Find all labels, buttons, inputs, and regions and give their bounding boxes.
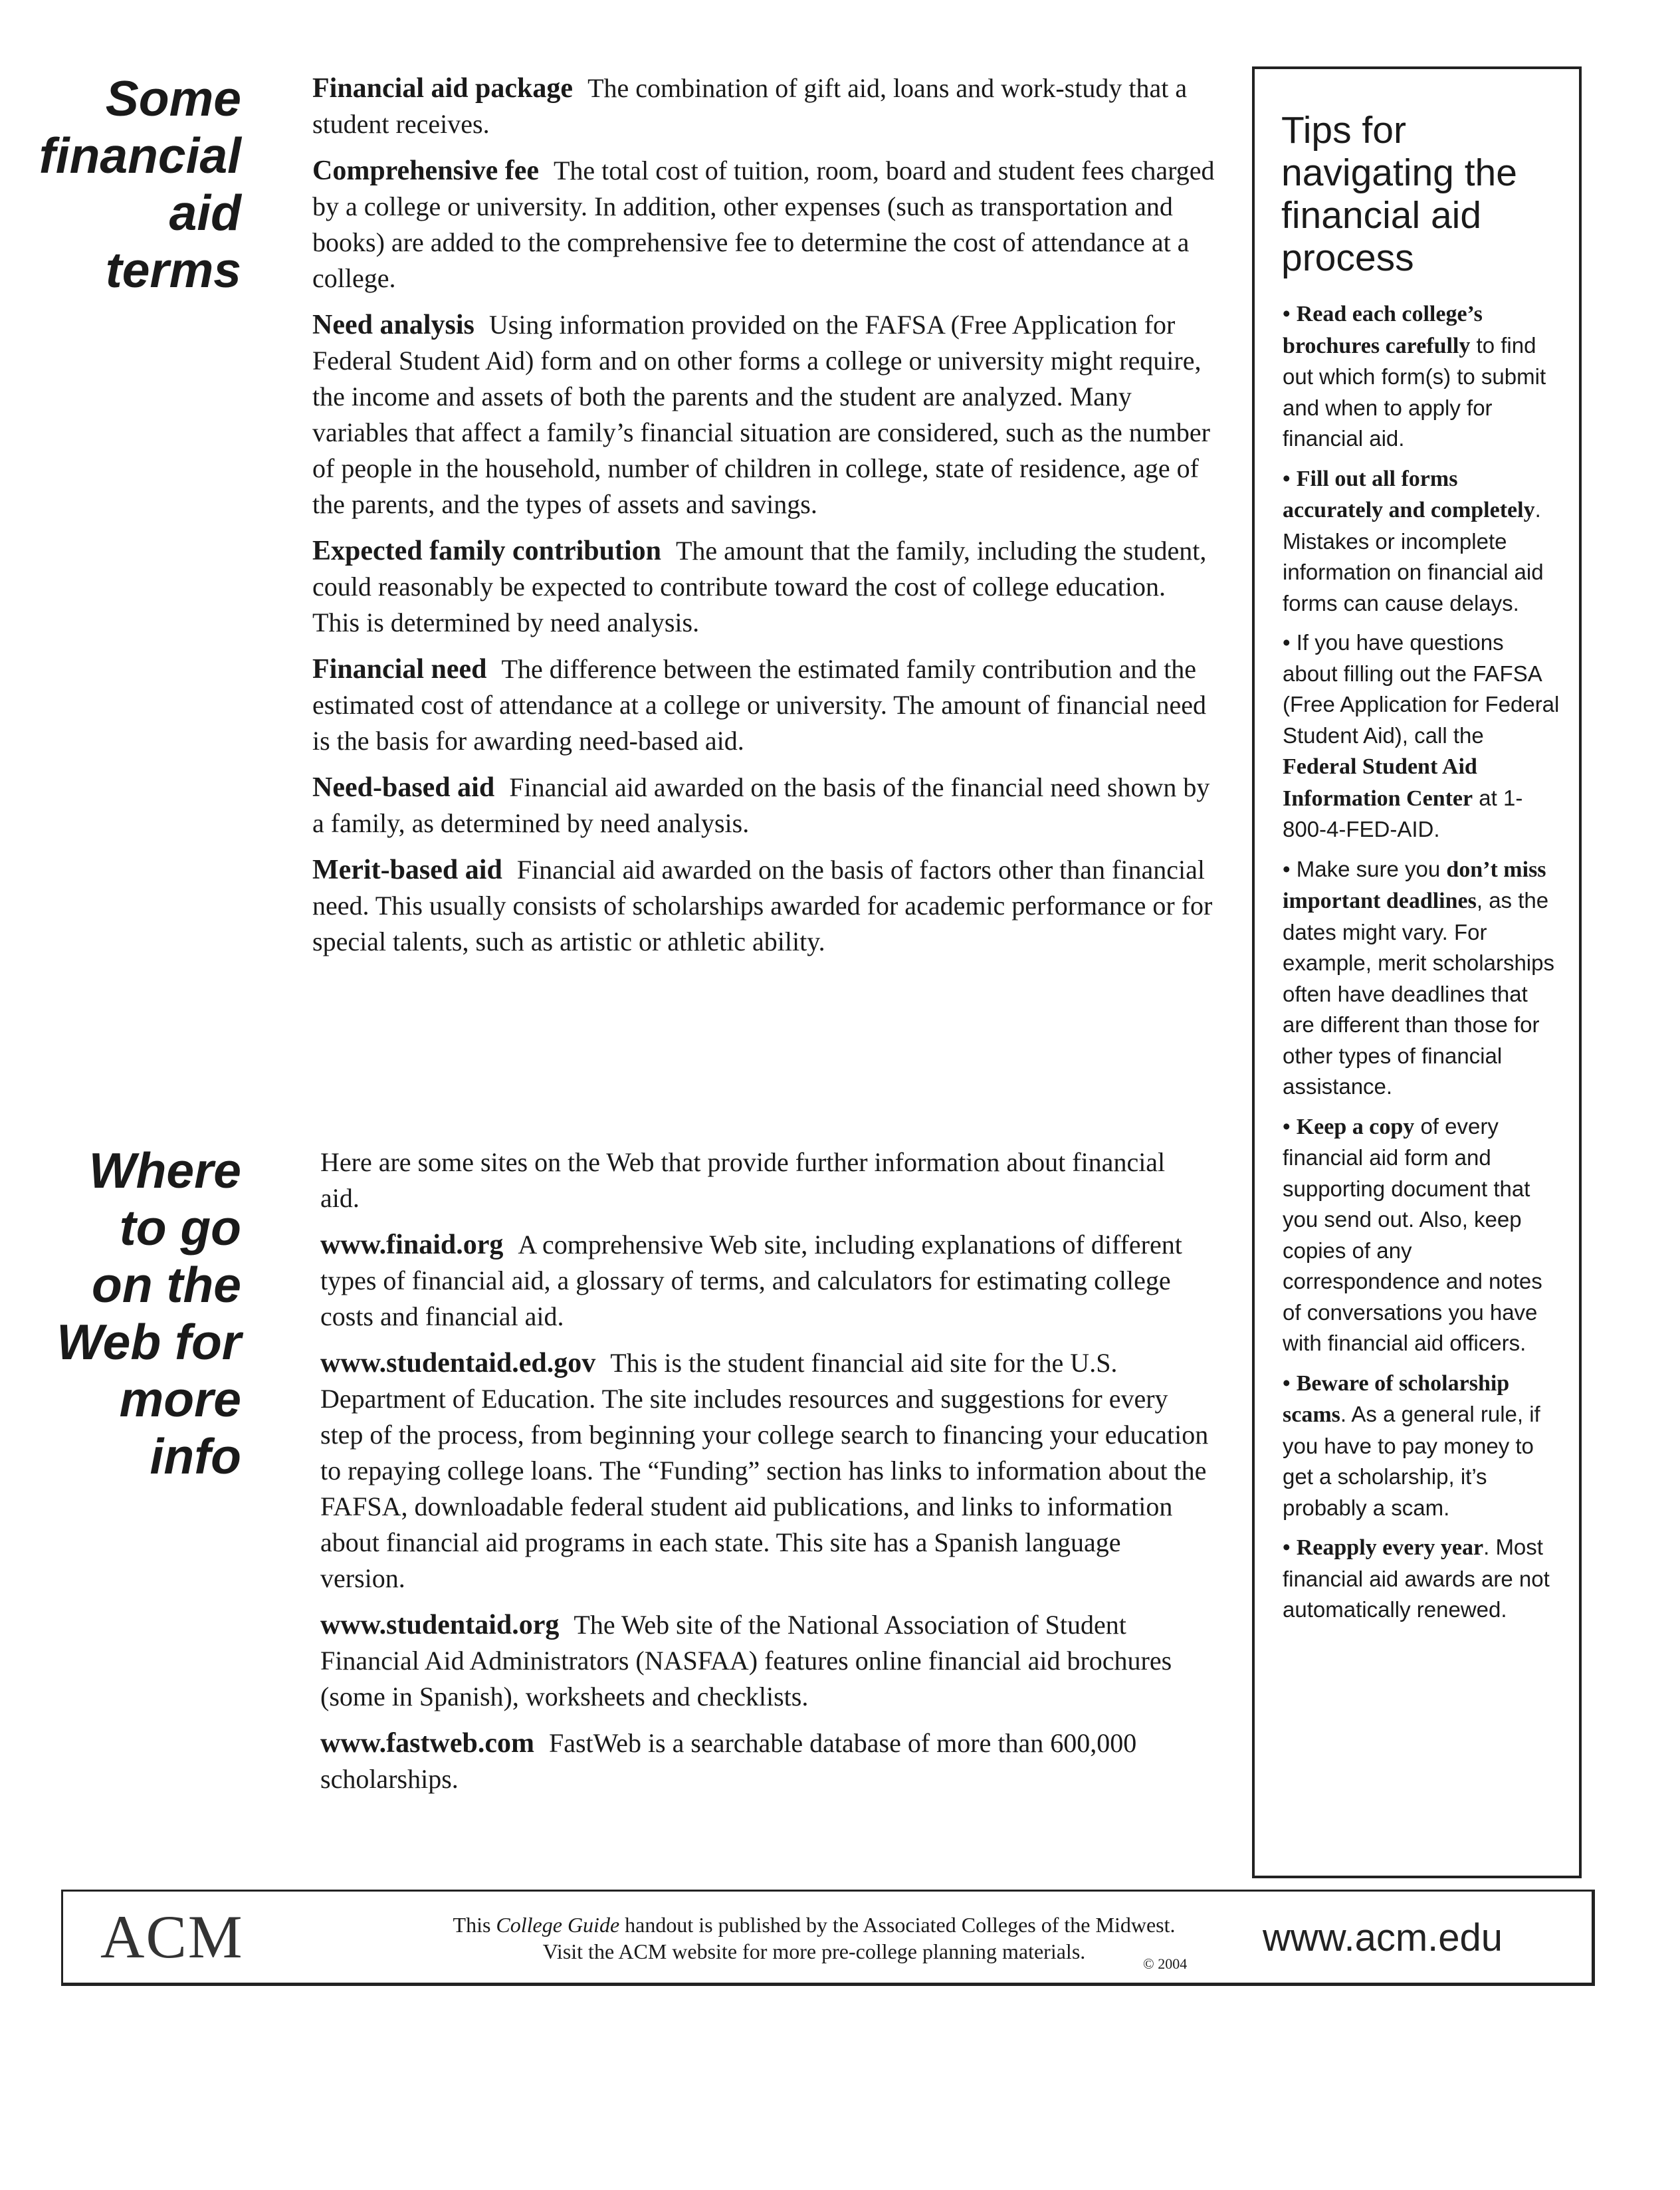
site-url: www.finaid.org [320,1230,504,1260]
footer-line-1-end: handout is published by the Associated Colleges of the Midwest. [619,1913,1176,1937]
tip-post: . Mistakes or incomplete information on financial aid forms can cause delays. [1283,497,1544,615]
term-label: Need-based aid [312,772,495,803]
website-link[interactable]: www.acm.edu [1263,1916,1503,1959]
tip-emphasis: Read each college’s brochures carefully [1283,302,1483,358]
term-label: Financial aid package [312,73,574,104]
web-resources-list [320,1145,1211,1808]
site-description: FastWeb is a searchable database of more than 600,000 scholarships. [320,1728,1137,1794]
term-entry [312,70,1216,142]
term-label: Comprehensive fee [312,156,539,186]
tip-emphasis: Keep a copy [1296,1114,1415,1139]
publication-name: College Guide [496,1913,620,1937]
term-definition: Financial aid awarded on the basis of the financial need shown by a family, as determined by need analysis. [312,772,1210,838]
bullet-icon: • [1283,1535,1297,1559]
site-url: www.fastweb.com [320,1728,534,1759]
site-entry [320,1725,1211,1797]
tip-post: . As a general rule, if you have to pay money to get a scholarship, it’s probably a scam. [1283,1402,1540,1520]
term-label: Need analysis [312,310,474,340]
site-description: A comprehensive Web site, including explanations of different types of financial aid, a glossary of terms, and calculators for estimating college costs and financial aid. [320,1230,1182,1331]
tip-emphasis: Reapply every year [1296,1535,1484,1560]
tip-post: at 1-800-4-FED-AID. [1283,785,1523,841]
tip-post: of every financial aid form and supporting document that you send out. Also, keep copies of any correspondence and notes of conversations you have with financial aid officers. [1283,1113,1542,1355]
tip-emphasis: Federal Student Aid Information Center [1283,754,1477,811]
web-intro: Here are some sites on the Web that provide further information about financial aid. [320,1147,1166,1213]
bullet-icon: • [1283,1370,1297,1395]
tips-sidebar [1252,66,1582,1878]
copyright: © 2004 [1143,1955,1188,1972]
tips-title: Tips for navigating the financial aid process [1281,109,1517,279]
bullet-icon: • [1283,1113,1297,1139]
site-description: The Web site of the National Association of Student Financial Aid Administrators (NASFAA) features online financial aid brochures (some in Spanish), worksheets and checklists. [320,1610,1172,1711]
term-definition: Financial aid awarded on the basis of factors other than financial need. This usually consists of scholarships awarded for academic performance or for special talents, such as artistic or athletic ability. [312,855,1213,956]
term-definition: The combination of gift aid, loans and work-study that a student receives. [312,73,1188,139]
tip-post: . Most financial aid awards are not automatically renewed. [1283,1535,1550,1622]
term-label: Financial need [312,654,487,685]
term-definition: Using information provided on the FAFSA (Free Application for Federal Student Aid) form and on other forms a college or university might require, the income and assets of both the parents and the student are analyzed. Many variables that affect a family’s financial situation are considered, such as the number of people in the household, number of children in college, state of residence, age of the parents, and the types of assets and savings. [312,310,1210,519]
term-entry [312,770,1216,841]
term-entry [312,852,1216,960]
term-definition: The difference between the estimated family contribution and the estimated cost of attendance at a college or university. The amount of financial need is the basis for awarding need-based aid. [312,654,1207,756]
term-label: Expected family contribution [312,536,661,566]
tip-post: , as the dates might vary. For example, merit scholarships often have deadlines that are different than those for other types of financial assistance. [1283,888,1554,1099]
term-definition: The total cost of tuition, room, board and student fees charged by a college or university. In addition, other expenses (such as transportation and books) are added to the comprehensive fee to determine the cost of attendance at a college. [312,156,1215,293]
site-url: www.studentaid.ed.gov [320,1348,596,1378]
footer-line-1-start: This [453,1913,496,1937]
tip-pre: If you have questions about filling out the FAFSA (Free Application for Federal Student Aid), call the [1283,630,1560,748]
web-section-heading: Where to go on the Web for more info [56,1143,241,1484]
tip-post: to find out which form(s) to submit and when to apply for financial aid. [1283,332,1546,451]
term-entry [312,153,1216,296]
tips-list [1283,298,1562,1634]
tip-emphasis: Fill out all forms accurately and completely [1283,466,1535,522]
term-label: Merit-based aid [312,855,502,885]
term-entry [312,651,1216,759]
tip-item [1283,627,1562,845]
tip-emphasis: Beware of scholarship scams [1283,1370,1510,1427]
terms-section-heading: Some financial aid terms [39,70,241,298]
site-entry [320,1345,1211,1596]
tip-item [1283,1368,1562,1524]
site-description: This is the student financial aid site for the U.S. Department of Education. The site includes resources and suggestions for every step of the process, from beginning your college search to financing your education to repaying college loans. The “Funding” section has links to information about the FAFSA, downloadable federal student aid publications, and links to information about financial aid programs in each state. This site has a Spanish language version. [320,1348,1209,1593]
acm-logo: ACM [100,1903,244,1971]
terms-list [312,70,1216,970]
tip-item [1283,463,1562,619]
tip-item [1283,298,1562,455]
tip-item [1283,1532,1562,1626]
footer-banner [61,1890,1595,1986]
site-url: www.studentaid.org [320,1610,560,1640]
term-entry [312,307,1216,522]
bullet-icon: • [1283,465,1297,491]
footer-line-1 [296,1912,1332,1938]
term-definition: The amount that the family, including the student, could reasonably be expected to contribute toward the cost of college education. This is determined by need analysis. [312,536,1207,637]
tip-emphasis: don’t miss important deadlines [1283,857,1546,913]
site-entry [320,1607,1211,1715]
site-entry [320,1227,1211,1335]
tip-item [1283,1111,1562,1359]
term-entry [312,533,1216,641]
bullet-icon: • [1283,856,1297,881]
bullet-icon: • [1283,301,1297,326]
tip-item [1283,854,1562,1103]
footer-line-2: Visit the ACM website for more pre-college planning materials. [542,1939,1086,1963]
bullet-icon: • [1283,630,1297,655]
tip-pre: Make sure you [1296,856,1447,881]
